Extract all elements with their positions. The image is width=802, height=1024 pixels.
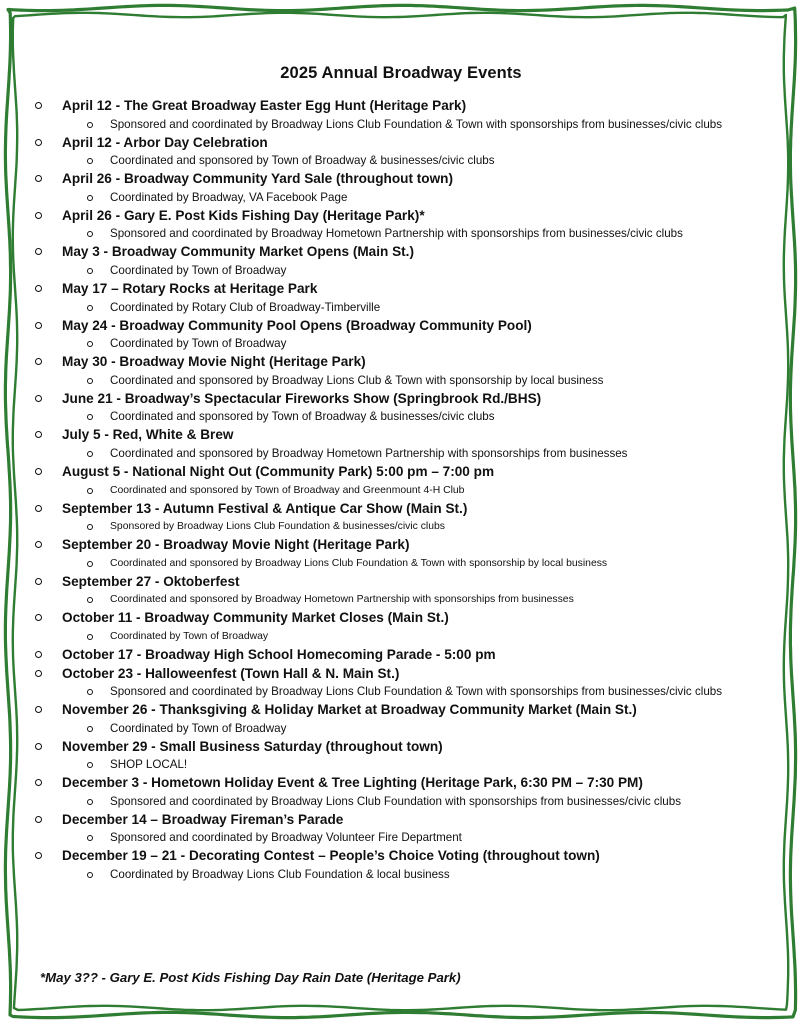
event-heading-text: May 17 – Rotary Rocks at Heritage Park [62,280,318,296]
event-heading-text: May 24 - Broadway Community Pool Opens (Broadway Community Pool) [62,317,532,333]
event-detail-text: Coordinated and sponsored by Town of Broadway & businesses/civic clubs [110,410,495,424]
circle-bullet-icon [35,816,42,823]
event-heading [0,811,802,830]
event-heading [0,500,802,519]
event-detail [0,225,802,243]
circle-bullet-icon [87,158,93,164]
event-heading-text: September 20 - Broadway Movie Night (Heritage Park) [62,537,410,553]
event-heading [0,665,802,684]
circle-bullet-icon [35,212,42,219]
event-detail-text: Sponsored and coordinated by Broadway Lions Club Foundation & Town with sponsorships from businesses/civic clubs [110,117,723,131]
event-item [0,573,802,610]
event-detail-text: Coordinated by Rotary Club of Broadway-Timberville [110,300,381,314]
circle-bullet-icon [35,139,42,146]
event-heading [0,463,802,482]
circle-bullet-icon [87,634,93,640]
event-item [0,353,802,390]
event-heading [0,701,802,720]
footnote: *May 3?? - Gary E. Post Kids Fishing Day Rain Date (Heritage Park) [40,970,461,985]
circle-bullet-icon [35,322,42,329]
event-heading [0,738,802,757]
circle-bullet-icon [35,248,42,255]
circle-bullet-icon [87,195,93,201]
event-item [0,500,802,537]
event-heading-text: April 12 - The Great Broadway Easter Egg Hunt (Heritage Park) [62,98,467,113]
circle-bullet-icon [87,689,93,695]
event-item [0,738,802,775]
event-heading [0,609,802,628]
circle-bullet-icon [35,175,42,182]
event-detail [0,720,802,738]
circle-bullet-icon [35,578,42,585]
event-heading [0,97,802,116]
circle-bullet-icon [87,305,93,311]
event-detail-text: SHOP LOCAL! [110,758,188,772]
page-title: 2025 Annual Broadway Events [280,64,522,82]
event-item [0,134,802,171]
event-item [0,536,802,573]
event-item [0,646,802,665]
event-detail [0,372,802,390]
event-item [0,280,802,317]
event-heading [0,353,802,372]
circle-bullet-icon [35,706,42,713]
event-item [0,390,802,427]
event-heading-text: November 26 - Thanksgiving & Holiday Market at Broadway Community Market (Main St.) [62,702,637,718]
event-detail-text: Sponsored and coordinated by Broadway Hometown Partnership with sponsorships from businesses/civic clubs [110,227,683,241]
event-heading-text: December 14 – Broadway Fireman’s Parade [62,811,344,827]
event-heading-text: September 27 - Oktoberfest [62,573,240,589]
circle-bullet-icon [87,341,93,347]
circle-bullet-icon [35,651,42,658]
event-item [0,207,802,244]
event-heading-text: August 5 - National Night Out (Community Park) 5:00 pm – 7:00 pm [62,463,495,479]
event-detail [0,152,802,170]
circle-bullet-icon [35,852,42,859]
event-heading-text: April 12 - Arbor Day Celebration [62,134,268,150]
event-detail-text: Coordinated by Town of Broadway [110,630,269,642]
event-detail-text: Sponsored and coordinated by Broadway Volunteer Fire Department [110,831,462,845]
circle-bullet-icon [35,541,42,548]
circle-bullet-icon [35,285,42,292]
circle-bullet-icon [87,451,93,457]
event-detail [0,829,802,847]
event-detail-text: Coordinated by Broadway Lions Club Foundation & local business [110,868,450,882]
event-detail-text: Coordinated by Town of Broadway [110,337,287,351]
event-heading [0,426,802,445]
event-heading-text: June 21 - Broadway’s Spectacular Fireworks Show (Springbrook Rd./BHS) [62,390,542,406]
circle-bullet-icon [35,102,42,109]
event-detail [0,628,802,646]
circle-bullet-icon [87,414,93,420]
circle-bullet-icon [35,395,42,402]
event-heading [0,847,802,866]
events-list [0,97,802,884]
event-detail-text: Sponsored and coordinated by Broadway Lions Club Foundation with sponsorships from businesses/civic clubs [110,794,681,808]
event-item [0,665,802,702]
event-detail [0,591,802,609]
circle-bullet-icon [87,231,93,237]
event-detail [0,299,802,317]
circle-bullet-icon [87,268,93,274]
event-heading-text: September 13 - Autumn Festival & Antique Car Show (Main St.) [62,500,468,516]
event-detail [0,555,802,573]
event-heading-text: April 26 - Gary E. Post Kids Fishing Day (Heritage Park)* [62,207,425,223]
event-heading [0,243,802,262]
event-detail [0,793,802,811]
circle-bullet-icon [87,122,93,128]
event-detail [0,756,802,774]
event-heading-text: October 11 - Broadway Community Market Closes (Main St.) [62,610,449,626]
circle-bullet-icon [87,488,93,494]
circle-bullet-icon [87,762,93,768]
event-item [0,317,802,354]
event-heading-text: December 3 - Hometown Holiday Event & Tree Lighting (Heritage Park, 6:30 PM – 7:30 PM) [62,775,643,791]
event-heading [0,317,802,336]
event-heading-text: November 29 - Small Business Saturday (throughout town) [62,738,443,754]
event-detail [0,482,802,500]
event-item [0,701,802,738]
circle-bullet-icon [35,779,42,786]
event-detail [0,189,802,207]
event-item [0,609,802,646]
event-detail-text: Coordinated by Town of Broadway [110,263,287,277]
event-heading [0,170,802,189]
event-heading-text: December 19 – 21 - Decorating Contest – People’s Choice Voting (throughout town) [62,848,600,864]
circle-bullet-icon [35,614,42,621]
event-item [0,847,802,884]
event-detail [0,408,802,426]
event-heading [0,134,802,153]
event-item [0,463,802,500]
event-item [0,170,802,207]
circle-bullet-icon [87,835,93,841]
event-detail [0,262,802,280]
event-item [0,243,802,280]
circle-bullet-icon [87,799,93,805]
circle-bullet-icon [35,670,42,677]
event-detail [0,116,802,134]
event-heading-text: May 3 - Broadway Community Market Opens (Main St.) [62,244,414,260]
event-detail [0,866,802,884]
event-heading [0,774,802,793]
event-heading-text: April 26 - Broadway Community Yard Sale (throughout town) [62,171,453,187]
circle-bullet-icon [35,358,42,365]
circle-bullet-icon [87,872,93,878]
event-detail-text: Coordinated and sponsored by Broadway Lions Club Foundation & Town with sponsorship by local business [110,557,608,569]
event-heading [0,573,802,592]
event-detail-text: Sponsored by Broadway Lions Club Foundation & businesses/civic clubs [110,521,445,533]
event-item [0,774,802,811]
event-heading [0,280,802,299]
circle-bullet-icon [35,431,42,438]
event-detail [0,683,802,701]
event-detail-text: Coordinated and sponsored by Town of Broadway & businesses/civic clubs [110,154,495,168]
event-heading-text: October 17 - Broadway High School Homecoming Parade - 5:00 pm [62,646,496,662]
circle-bullet-icon [87,597,93,603]
event-detail-text: Coordinated and sponsored by Broadway Lions Club & Town with sponsorship by local business [110,373,604,387]
event-item [0,811,802,848]
event-detail [0,335,802,353]
event-heading [0,390,802,409]
event-heading-text: July 5 - Red, White & Brew [62,427,234,443]
event-heading [0,536,802,555]
circle-bullet-icon [35,743,42,750]
circle-bullet-icon [35,505,42,512]
circle-bullet-icon [87,726,93,732]
event-detail-text: Coordinated and sponsored by Town of Broadway and Greenmount 4-H Club [110,484,465,496]
event-detail-text: Coordinated and sponsored by Broadway Hometown Partnership with sponsorships from businesses [110,594,574,606]
circle-bullet-icon [87,561,93,567]
event-heading [0,207,802,226]
event-heading-text: May 30 - Broadway Movie Night (Heritage Park) [62,354,366,370]
event-detail [0,445,802,463]
event-detail-text: Coordinated and sponsored by Broadway Hometown Partnership with sponsorships from businesses [110,446,628,460]
event-detail-text: Coordinated by Town of Broadway [110,721,287,735]
event-detail-text: Sponsored and coordinated by Broadway Lions Club Foundation & Town with sponsorships from businesses/civic clubs [110,685,723,699]
event-item [0,97,802,134]
event-heading [0,646,802,665]
event-heading-text: October 23 - Halloweenfest (Town Hall & N. Main St.) [62,665,400,681]
circle-bullet-icon [87,378,93,384]
circle-bullet-icon [35,468,42,475]
event-detail [0,518,802,536]
event-detail-text: Coordinated by Broadway, VA Facebook Page [110,190,348,204]
circle-bullet-icon [87,524,93,530]
event-item [0,426,802,463]
